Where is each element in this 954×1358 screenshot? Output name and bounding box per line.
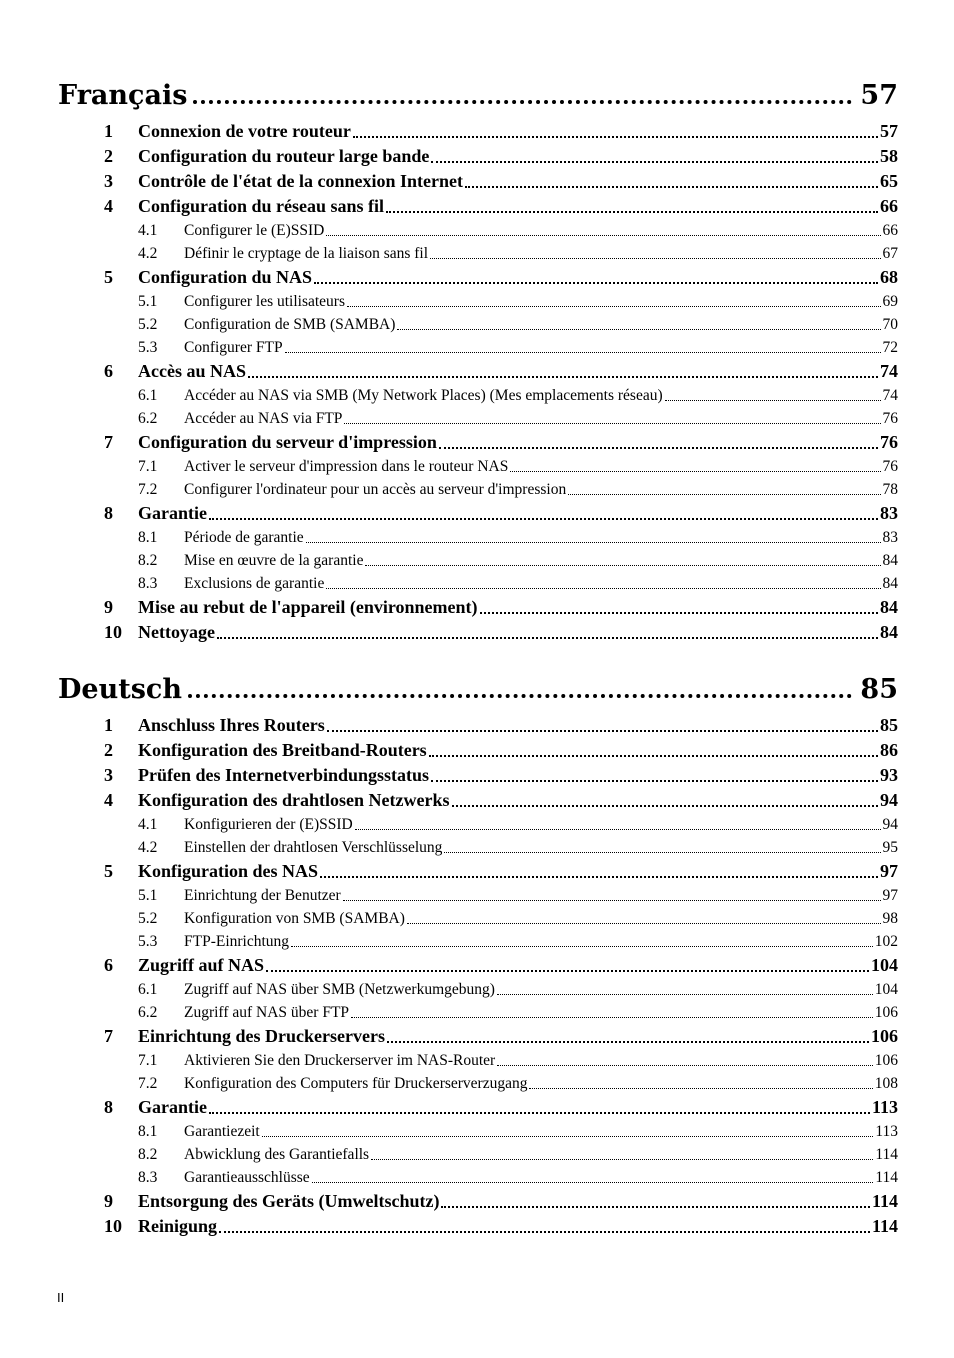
entry-title: Konfiguration des Computers für Druckerserverzugang bbox=[184, 1075, 528, 1092]
entry-title: Configuration de SMB (SAMBA) bbox=[184, 316, 396, 333]
toc-entry[interactable] bbox=[58, 1022, 898, 1047]
leader-dots bbox=[407, 923, 881, 924]
entry-number: 8 bbox=[104, 1097, 113, 1117]
entry-title: Définir le cryptage de la liaison sans fil bbox=[184, 245, 429, 262]
entry-title: Configurer FTP bbox=[184, 339, 283, 356]
toc-subentry[interactable] bbox=[58, 1118, 898, 1141]
toc-subentry[interactable] bbox=[58, 476, 898, 499]
entry-number: 3 bbox=[104, 171, 113, 191]
entry-page-number: 97 bbox=[880, 861, 898, 881]
entry-page-number: 113 bbox=[875, 1123, 898, 1140]
entry-number: 7.1 bbox=[138, 1052, 158, 1069]
entry-number: 5.3 bbox=[138, 339, 158, 356]
entry-page-number: 106 bbox=[874, 1052, 898, 1069]
entry-title: Accès au NAS bbox=[138, 361, 246, 381]
toc-entry[interactable] bbox=[58, 711, 898, 736]
entry-title: Configuration du NAS bbox=[138, 267, 313, 287]
entry-page-number: 78 bbox=[882, 481, 898, 498]
toc-subentry[interactable] bbox=[58, 240, 898, 263]
entry-title: Einrichtung des Druckerservers bbox=[138, 1026, 385, 1046]
leader-dots bbox=[285, 352, 881, 353]
leader-dots bbox=[266, 970, 869, 972]
entry-title: Accéder au NAS via SMB (My Network Places) (Mes emplacements réseau) bbox=[184, 387, 663, 404]
entry-title: Konfiguration des Breitband-Routers bbox=[138, 740, 427, 760]
entry-number: 4.2 bbox=[138, 839, 158, 856]
entry-number: 6.2 bbox=[138, 410, 158, 427]
toc-subentry[interactable] bbox=[58, 1070, 898, 1093]
leader-dots bbox=[441, 1206, 870, 1208]
entry-title: Garantiezeit bbox=[184, 1123, 260, 1140]
entry-title: Connexion de votre routeur bbox=[138, 121, 351, 141]
entry-page-number: 106 bbox=[874, 1004, 898, 1021]
toc-entry[interactable] bbox=[58, 357, 898, 382]
entry-page-number: 76 bbox=[880, 432, 898, 452]
entry-number: 6 bbox=[104, 955, 113, 975]
entry-page-number: 84 bbox=[880, 622, 898, 642]
toc-subentry[interactable] bbox=[58, 1141, 898, 1164]
leader-dots bbox=[430, 258, 880, 259]
leader-dots bbox=[306, 542, 881, 543]
leader-dots bbox=[188, 694, 852, 698]
footer-page-number: II bbox=[57, 1290, 65, 1305]
entry-title: Configurer le (E)SSID bbox=[184, 222, 325, 239]
toc-entry[interactable] bbox=[58, 761, 898, 786]
entry-page-number: 86 bbox=[880, 740, 898, 760]
section-title: Français bbox=[58, 80, 188, 111]
entry-title: Accéder au NAS via FTP bbox=[184, 410, 343, 427]
entry-page-number: 68 bbox=[880, 267, 898, 287]
toc-subentry[interactable] bbox=[58, 547, 898, 570]
entry-page-number: 74 bbox=[882, 387, 898, 404]
entry-title: Exclusions de garantie bbox=[184, 575, 325, 592]
entry-page-number: 76 bbox=[882, 410, 898, 427]
toc-subentry[interactable] bbox=[58, 905, 898, 928]
leader-dots bbox=[217, 637, 878, 639]
leader-dots bbox=[431, 161, 878, 163]
entry-page-number: 72 bbox=[882, 339, 898, 356]
toc-subentry[interactable] bbox=[58, 1164, 898, 1187]
entry-number: 5 bbox=[104, 267, 113, 287]
entry-number: 6.1 bbox=[138, 387, 158, 404]
entry-number: 4.1 bbox=[138, 816, 158, 833]
toc-entry[interactable] bbox=[58, 1212, 898, 1237]
toc-subentry[interactable] bbox=[58, 1047, 898, 1070]
entry-number: 8.2 bbox=[138, 552, 158, 569]
entry-title: Zugriff auf NAS über SMB (Netzwerkumgebung) bbox=[184, 981, 495, 998]
entry-title: Reinigung bbox=[138, 1216, 218, 1236]
entry-title: Anschluss Ihres Routers bbox=[138, 715, 325, 735]
entry-number: 5.1 bbox=[138, 293, 158, 310]
entry-page-number: 57 bbox=[880, 121, 898, 141]
entry-page-number: 94 bbox=[882, 816, 898, 833]
leader-dots bbox=[429, 755, 878, 757]
entry-page-number: 104 bbox=[874, 981, 898, 998]
entry-title: Période de garantie bbox=[184, 529, 304, 546]
leader-dots bbox=[209, 518, 878, 520]
toc-subentry[interactable] bbox=[58, 882, 898, 905]
entry-number: 2 bbox=[104, 740, 113, 760]
entry-number: 8.1 bbox=[138, 529, 158, 546]
toc-subentry[interactable] bbox=[58, 570, 898, 593]
entry-title: Configuration du réseau sans fil bbox=[138, 196, 385, 216]
toc-entry[interactable] bbox=[58, 428, 898, 453]
toc-entry[interactable] bbox=[58, 951, 898, 976]
leader-dots bbox=[326, 588, 880, 589]
entry-number: 8 bbox=[104, 503, 113, 523]
entry-page-number: 84 bbox=[882, 552, 898, 569]
entry-number: 8.3 bbox=[138, 1169, 158, 1186]
leader-dots bbox=[397, 329, 880, 330]
leader-dots bbox=[665, 400, 881, 401]
entry-page-number: 66 bbox=[880, 196, 898, 216]
entry-page-number: 70 bbox=[882, 316, 898, 333]
entry-page-number: 58 bbox=[880, 146, 898, 166]
toc-subentry[interactable] bbox=[58, 217, 898, 240]
entry-number: 8.1 bbox=[138, 1123, 158, 1140]
entry-number: 5.2 bbox=[138, 910, 158, 927]
entry-title: Zugriff auf NAS bbox=[138, 955, 265, 975]
entry-page-number: 97 bbox=[882, 887, 898, 904]
entry-page-number: 65 bbox=[880, 171, 898, 191]
toc-subentry[interactable] bbox=[58, 999, 898, 1022]
leader-dots bbox=[431, 780, 878, 782]
entry-page-number: 114 bbox=[871, 1191, 898, 1211]
leader-dots bbox=[568, 494, 880, 495]
entry-number: 9 bbox=[104, 1191, 113, 1211]
toc-entry[interactable] bbox=[58, 142, 898, 167]
leader-dots bbox=[343, 900, 881, 901]
entry-number: 10 bbox=[104, 622, 122, 642]
section-page-number: 85 bbox=[860, 674, 898, 705]
entry-page-number: 106 bbox=[871, 1026, 898, 1046]
entry-title: Configurer les utilisateurs bbox=[184, 293, 345, 310]
toc-subentry[interactable] bbox=[58, 288, 898, 311]
entry-number: 3 bbox=[104, 765, 113, 785]
entry-number: 7 bbox=[104, 432, 113, 452]
entry-title: Einstellen der drahtlosen Verschlüsselung bbox=[184, 839, 443, 856]
toc-entry[interactable] bbox=[58, 167, 898, 192]
toc-entry[interactable] bbox=[58, 736, 898, 761]
entry-page-number: 93 bbox=[880, 765, 898, 785]
leader-dots bbox=[248, 376, 878, 378]
toc-subentry[interactable] bbox=[58, 453, 898, 476]
entry-number: 5.2 bbox=[138, 316, 158, 333]
entry-page-number: 83 bbox=[882, 529, 898, 546]
toc-entry[interactable] bbox=[58, 263, 898, 288]
leader-dots bbox=[312, 1182, 874, 1183]
leader-dots bbox=[314, 282, 878, 284]
entry-title: Nettoyage bbox=[138, 622, 215, 642]
toc-subentry[interactable] bbox=[58, 382, 898, 405]
toc-subentry[interactable] bbox=[58, 811, 898, 834]
toc-entry[interactable] bbox=[58, 499, 898, 524]
toc-entry[interactable] bbox=[58, 857, 898, 882]
entry-title: Konfiguration des drahtlosen Netzwerks bbox=[138, 790, 450, 810]
entry-page-number: 108 bbox=[874, 1075, 898, 1092]
entry-page-number: 84 bbox=[880, 597, 898, 617]
toc-section-francais bbox=[58, 69, 898, 643]
leader-dots bbox=[209, 1112, 870, 1114]
entry-title: Konfiguration des NAS bbox=[138, 861, 319, 881]
entry-page-number: 114 bbox=[875, 1146, 898, 1163]
entry-page-number: 66 bbox=[882, 222, 898, 239]
entry-page-number: 95 bbox=[882, 839, 898, 856]
leader-dots bbox=[262, 1136, 874, 1137]
entry-number: 5 bbox=[104, 861, 113, 881]
entry-page-number: 102 bbox=[874, 933, 898, 950]
leader-dots bbox=[326, 235, 880, 236]
entry-title: Garantie bbox=[138, 1097, 207, 1117]
leader-dots bbox=[444, 852, 880, 853]
toc-entry[interactable] bbox=[58, 593, 898, 618]
leader-dots bbox=[193, 100, 852, 104]
section-page-number: 57 bbox=[860, 80, 898, 111]
section-heading bbox=[58, 663, 898, 703]
entry-page-number: 84 bbox=[882, 575, 898, 592]
entry-title: FTP-Einrichtung bbox=[184, 933, 290, 950]
entry-title: Configurer l'ordinateur pour un accès au serveur d'impression bbox=[184, 481, 567, 498]
leader-dots bbox=[465, 186, 878, 188]
entry-page-number: 94 bbox=[880, 790, 898, 810]
entry-number: 4.2 bbox=[138, 245, 158, 262]
entry-page-number: 76 bbox=[882, 458, 898, 475]
entry-number: 9 bbox=[104, 597, 113, 617]
toc-subentry[interactable] bbox=[58, 928, 898, 951]
entry-number: 5.1 bbox=[138, 887, 158, 904]
entry-title: Einrichtung der Benutzer bbox=[184, 887, 341, 904]
entry-page-number: 114 bbox=[871, 1216, 898, 1236]
toc-section-deutsch bbox=[58, 663, 898, 1237]
entry-number: 1 bbox=[104, 715, 113, 735]
toc-subentry[interactable] bbox=[58, 524, 898, 547]
leader-dots bbox=[529, 1088, 872, 1089]
leader-dots bbox=[387, 1041, 869, 1043]
entry-number: 4 bbox=[104, 790, 113, 810]
entry-number: 7.1 bbox=[138, 458, 158, 475]
leader-dots bbox=[320, 876, 878, 878]
toc-subentry[interactable] bbox=[58, 334, 898, 357]
leader-dots bbox=[497, 1065, 873, 1066]
entry-title: Abwicklung des Garantiefalls bbox=[184, 1146, 370, 1163]
entry-page-number: 113 bbox=[871, 1097, 898, 1117]
toc-entry[interactable] bbox=[58, 786, 898, 811]
entry-number: 7.2 bbox=[138, 1075, 158, 1092]
entry-number: 8.3 bbox=[138, 575, 158, 592]
toc-entries bbox=[58, 117, 898, 643]
leader-dots bbox=[327, 730, 878, 732]
entry-title: Mise en œuvre de la garantie bbox=[184, 552, 364, 569]
leader-dots bbox=[291, 946, 873, 947]
toc-entries bbox=[58, 711, 898, 1237]
entry-number: 5.3 bbox=[138, 933, 158, 950]
toc-subentry[interactable] bbox=[58, 834, 898, 857]
leader-dots bbox=[353, 136, 878, 138]
entry-page-number: 104 bbox=[871, 955, 898, 975]
entry-number: 1 bbox=[104, 121, 113, 141]
entry-page-number: 69 bbox=[882, 293, 898, 310]
entry-title: Konfigurieren der (E)SSID bbox=[184, 816, 353, 833]
toc-subentry[interactable] bbox=[58, 976, 898, 999]
leader-dots bbox=[355, 829, 881, 830]
entry-title: Garantie bbox=[138, 503, 207, 523]
toc-entry[interactable] bbox=[58, 618, 898, 643]
leader-dots bbox=[452, 805, 879, 807]
entry-page-number: 83 bbox=[880, 503, 898, 523]
entry-number: 4 bbox=[104, 196, 113, 216]
toc-entry[interactable] bbox=[58, 192, 898, 217]
entry-number: 7.2 bbox=[138, 481, 158, 498]
entry-page-number: 114 bbox=[875, 1169, 898, 1186]
leader-dots bbox=[219, 1231, 870, 1233]
entry-title: Activer le serveur d'impression dans le routeur NAS bbox=[184, 458, 509, 475]
toc-subentry[interactable] bbox=[58, 311, 898, 334]
entry-title: Konfiguration von SMB (SAMBA) bbox=[184, 910, 405, 927]
entry-title: Configuration du routeur large bande bbox=[138, 146, 430, 166]
leader-dots bbox=[510, 471, 880, 472]
entry-title: Contrôle de l'état de la connexion Internet bbox=[138, 171, 463, 191]
entry-page-number: 74 bbox=[880, 361, 898, 381]
entry-title: Mise au rebut de l'appareil (environnement) bbox=[138, 597, 478, 617]
entry-number: 7 bbox=[104, 1026, 113, 1046]
entry-title: Zugriff auf NAS über FTP bbox=[184, 1004, 350, 1021]
toc-entry[interactable] bbox=[58, 1093, 898, 1118]
entry-title: Entsorgung des Geräts (Umweltschutz) bbox=[138, 1191, 440, 1211]
leader-dots bbox=[497, 994, 873, 995]
toc-entry[interactable] bbox=[58, 1187, 898, 1212]
entry-page-number: 67 bbox=[882, 245, 898, 262]
leader-dots bbox=[439, 447, 878, 449]
entry-number: 10 bbox=[104, 1216, 122, 1236]
section-title: Deutsch bbox=[58, 674, 182, 705]
entry-page-number: 85 bbox=[880, 715, 898, 735]
entry-title: Configuration du serveur d'impression bbox=[138, 432, 437, 452]
entry-number: 6.1 bbox=[138, 981, 158, 998]
leader-dots bbox=[480, 612, 879, 614]
leader-dots bbox=[344, 423, 880, 424]
toc-entry[interactable] bbox=[58, 117, 898, 142]
entry-title: Garantieausschlüsse bbox=[184, 1169, 310, 1186]
entry-title: Prüfen des Internetverbindungsstatus bbox=[138, 765, 430, 785]
entry-title: Aktivieren Sie den Druckerserver im NAS-Router bbox=[184, 1052, 496, 1069]
leader-dots bbox=[347, 306, 881, 307]
entry-page-number: 98 bbox=[882, 910, 898, 927]
leader-dots bbox=[386, 211, 878, 213]
entry-number: 4.1 bbox=[138, 222, 158, 239]
toc-subentry[interactable] bbox=[58, 405, 898, 428]
leader-dots bbox=[365, 565, 880, 566]
entry-number: 6 bbox=[104, 361, 113, 381]
entry-number: 6.2 bbox=[138, 1004, 158, 1021]
leader-dots bbox=[351, 1017, 873, 1018]
entry-number: 2 bbox=[104, 146, 113, 166]
section-heading bbox=[58, 69, 898, 109]
leader-dots bbox=[371, 1159, 873, 1160]
entry-number: 8.2 bbox=[138, 1146, 158, 1163]
